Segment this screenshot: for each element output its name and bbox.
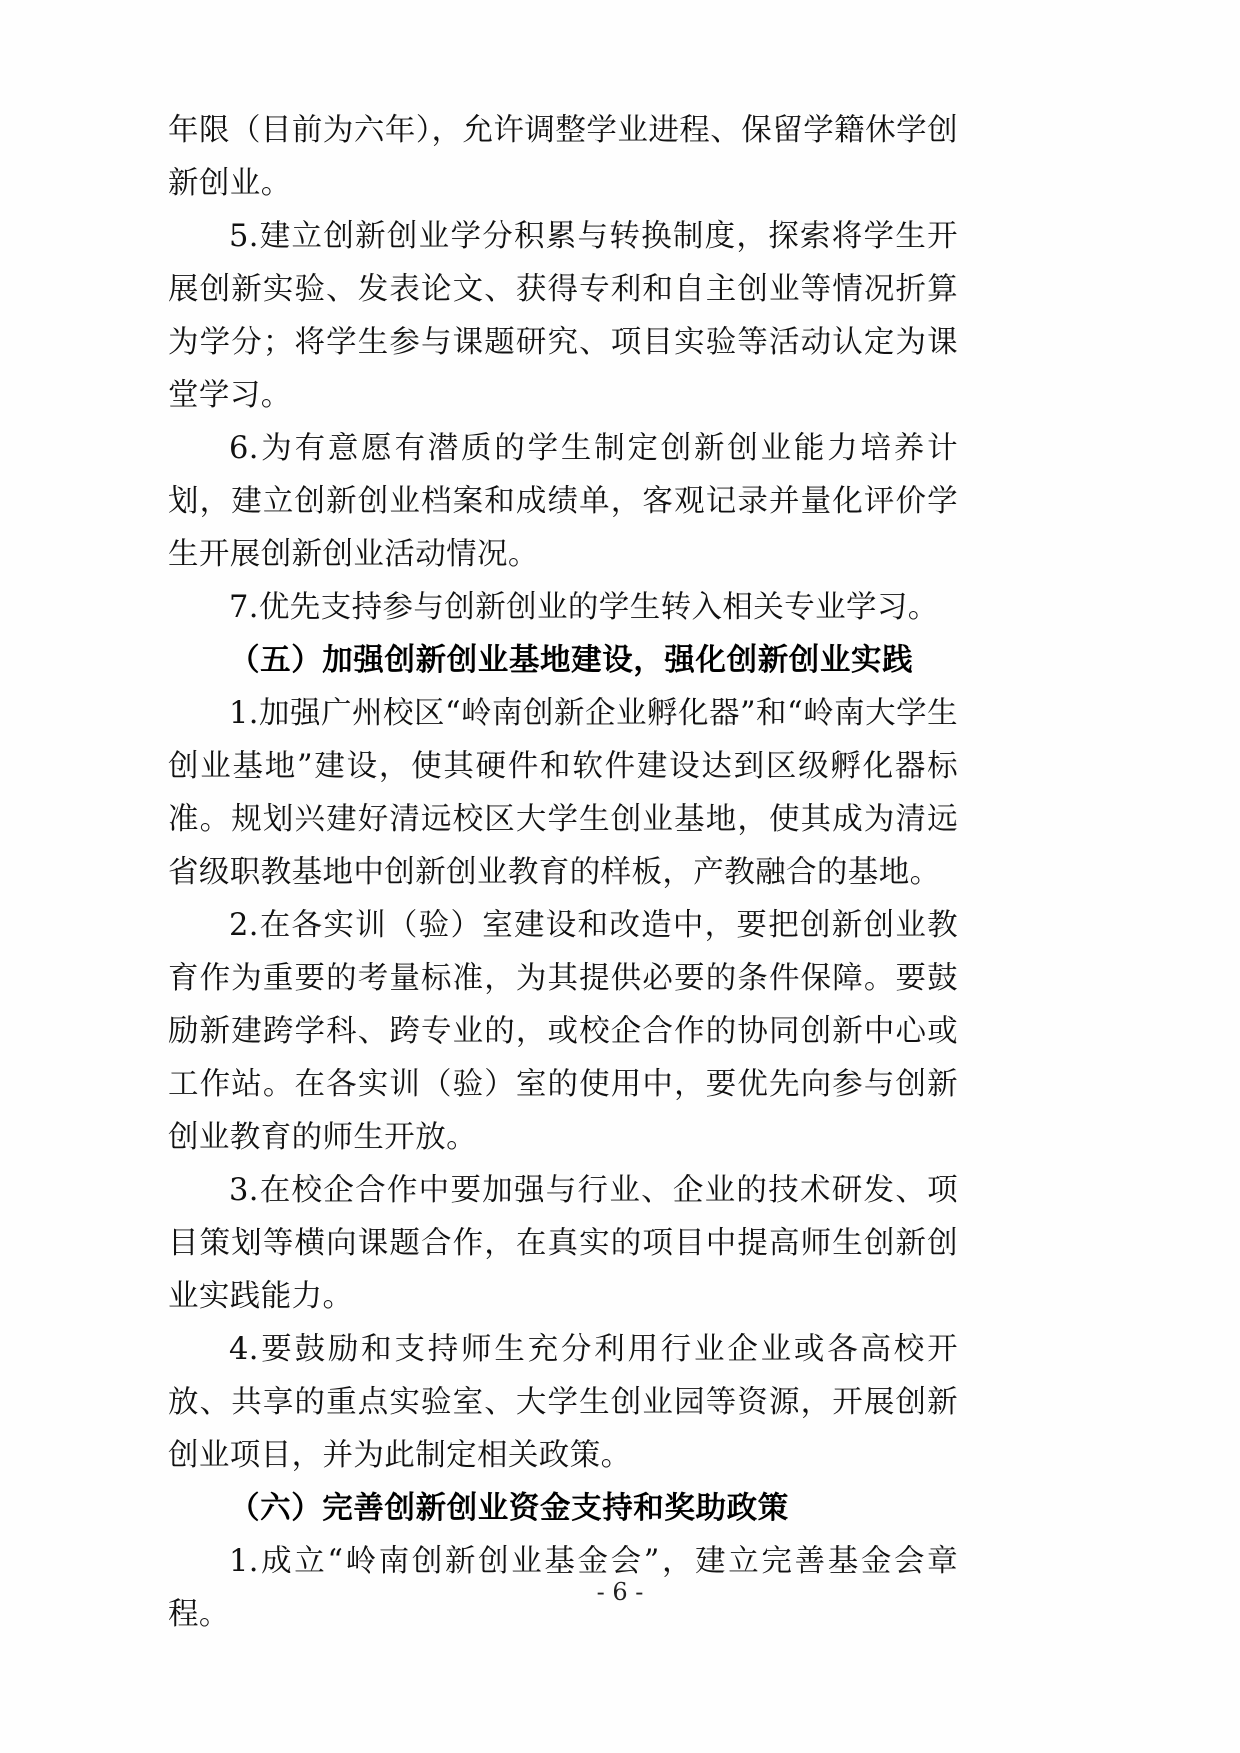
page-number: - 6 - xyxy=(596,1578,644,1606)
section-heading-six: （六）完善创新创业资金支持和奖助政策 xyxy=(229,1491,789,1526)
section-five-item-1: 1.加强广州校区“岭南创新企业孵化器”和“岭南大学生创业基地”建设，使其硬件和软件建设达到区级孵化器标准。规划兴建好清远校区大学生创业基地，使其成为清远省级职教基地中创新创业教育的样板，产教融合的基地。 xyxy=(168,696,958,890)
paragraph-continuation: 年限（目前为六年），允许调整学业进程、保留学籍休学创新创业。 xyxy=(168,113,958,201)
section-heading-five: （五）加强创新创业基地建设，强化创新创业实践 xyxy=(229,643,914,678)
document-body xyxy=(168,104,958,1641)
list-item-6: 6.为有意愿有潜质的学生制定创新创业能力培养计划，建立创新创业档案和成绩单，客观记录并量化评价学生开展创新创业活动情况。 xyxy=(168,431,958,572)
section-five-item-4: 4.要鼓励和支持师生充分利用行业企业或各高校开放、共享的重点实验室、大学生创业园等资源，开展创新创业项目，并为此制定相关政策。 xyxy=(168,1332,958,1473)
section-six-item-1: 1.成立“岭南创新创业基金会”，建立完善基金会章程。 xyxy=(168,1544,958,1632)
section-five-item-3: 3.在校企合作中要加强与行业、企业的技术研发、项目策划等横向课题合作，在真实的项目中提高师生创新创业实践能力。 xyxy=(168,1173,958,1314)
list-item-5: 5.建立创新创业学分积累与转换制度，探索将学生开展创新实验、发表论文、获得专利和自主创业等情况折算为学分；将学生参与课题研究、项目实验等活动认定为课堂学习。 xyxy=(168,219,958,413)
list-item-7: 7.优先支持参与创新创业的学生转入相关专业学习。 xyxy=(229,590,939,625)
section-five-item-2: 2.在各实训（验）室建设和改造中，要把创新创业教育作为重要的考量标准，为其提供必要的条件保障。要鼓励新建跨学科、跨专业的，或校企合作的协同创新中心或工作站。在各实训（验）室的使用中，要优先向参与创新创业教育的师生开放。 xyxy=(168,908,958,1155)
